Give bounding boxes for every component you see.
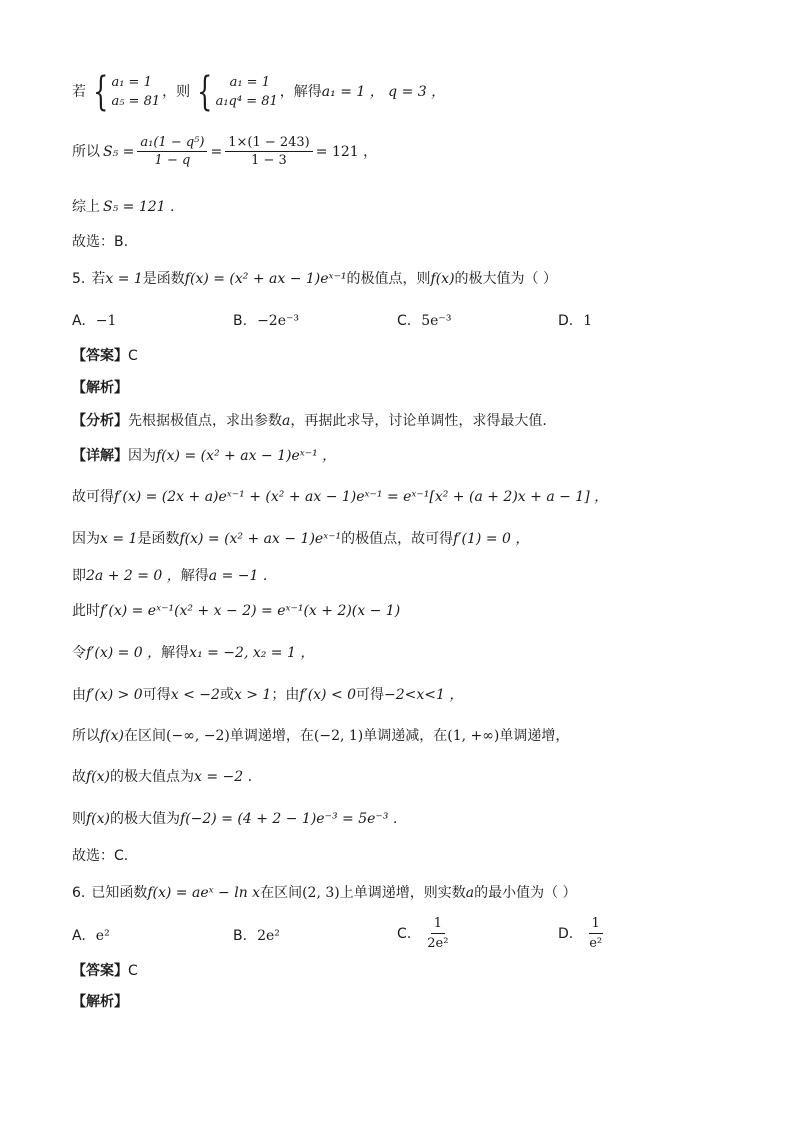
math-eq: = [210, 143, 223, 160]
math-rhs: = 121 ， [315, 143, 378, 160]
s6-p4: ；由 [271, 687, 300, 703]
s8-p2: 的极大值点为 [110, 769, 195, 785]
fraction-1-num: a₁(1 − q⁵) [137, 136, 207, 152]
q5-step-5 [72, 646, 314, 660]
s7-p3: 单调递增，在 [229, 728, 314, 744]
option-c-fraction [424, 916, 451, 951]
s1-p: 故可得 [72, 489, 114, 505]
system-1 [88, 69, 161, 115]
q6-p1: 已知函数 [91, 885, 148, 901]
q5-option-b [233, 313, 299, 329]
s2-m3: f′(1) = 0 ， [453, 531, 530, 547]
text-solve: ，解得 [279, 84, 322, 100]
option-d-fraction [586, 916, 605, 951]
system-2-top: a₁ = 1 [229, 75, 270, 90]
fenxi-p1: 先根据极值点，求出参数 [128, 413, 282, 429]
s6-p3: 或 [219, 687, 234, 703]
line-choice-b [72, 235, 128, 249]
line-sum-formula [72, 136, 377, 167]
brace-icon: { [93, 69, 109, 115]
q5-step-3 [72, 569, 267, 583]
s6-m3: x > 1 [233, 687, 272, 703]
answer-value: C [128, 963, 138, 979]
option-letter: B. [233, 313, 248, 329]
s8-p1: 故 [72, 769, 86, 785]
s3-p1: 即 [72, 568, 86, 584]
s6-p5: 可得 [356, 687, 385, 703]
q5-p4: 的极大值为（ ） [454, 271, 557, 287]
fraction-2-den: 1 − 3 [251, 153, 287, 168]
system-1-top: a₁ = 1 [111, 75, 152, 90]
s8-m2: x = −2 . [194, 769, 253, 785]
q6-option-c [397, 916, 454, 951]
detail-m1: f(x) = (x² + ax − 1)eˣ⁻¹ ， [156, 448, 337, 464]
q5-choice [72, 849, 128, 863]
answer-value: C [128, 348, 138, 364]
fraction-1 [137, 136, 207, 167]
fraction-num: 1 [589, 916, 603, 934]
system-2 [192, 69, 278, 115]
q5-step-1 [72, 490, 608, 504]
s9-m1: f(x) [86, 811, 111, 827]
s7-p2: 在区间 [124, 728, 167, 744]
q6-analysis-tag [72, 995, 128, 1009]
q5-step-8 [72, 770, 252, 784]
option-value: 1 [583, 313, 593, 329]
text-suoyi: 所以 [72, 143, 100, 160]
option-value: −1 [95, 313, 117, 329]
q5-m3: f(x) [430, 271, 455, 287]
fraction-den: 2e² [427, 936, 449, 951]
s7-p5: 单调递增， [499, 728, 570, 744]
option-letter: C. [397, 313, 412, 329]
q5-option-a [72, 313, 116, 329]
s6-m1: f′(x) > 0 [86, 687, 143, 703]
s7-p1: 所以 [72, 728, 100, 744]
s2-m2: f(x) = (x² + ax − 1)eˣ⁻¹ [179, 531, 342, 547]
q6-m1: f(x) = aeˣ − ln x [147, 885, 261, 901]
s5-m2: x₁ = −2, x₂ = 1 ， [189, 645, 315, 661]
q5-step-7 [72, 729, 569, 743]
s9-p1: 则 [72, 811, 86, 827]
fenxi-p2: ，再据此求导，讨论单调性，求得最大值. [290, 413, 547, 429]
option-letter: C. [397, 925, 412, 942]
q5-m2: f(x) = (x² + ax − 1)eˣ⁻¹ [184, 271, 347, 287]
q6-p2: 在区间 [260, 885, 303, 901]
fenxi-m1: a [282, 413, 291, 429]
q5-p3: 的极值点，则 [346, 271, 431, 287]
s2-p3: 的极值点，故可得 [341, 531, 454, 547]
brace-icon: { [197, 69, 213, 115]
s9-m2: f(−2) = (4 + 2 − 1)e⁻³ = 5e⁻³ . [180, 811, 398, 827]
option-value: −2e⁻³ [257, 313, 299, 329]
detail-p1: 因为 [128, 448, 156, 464]
s6-m4: f′(x) < 0 [299, 687, 357, 703]
s4-m: f′(x) = eˣ⁻¹(x² + x − 2) = eˣ⁻¹(x + 2)(x − 1) [100, 603, 401, 619]
fraction-2 [225, 136, 313, 167]
analysis-tag: 【解析】 [72, 994, 128, 1010]
q5-step-6 [72, 688, 463, 702]
s7-m2: (−∞, −2) [166, 728, 230, 744]
q6-p4: 的最小值为（ ） [474, 885, 577, 901]
option-value: 5e⁻³ [421, 313, 452, 329]
fenxi-tag: 【分析】 [72, 413, 128, 429]
option-letter: D. [558, 313, 574, 329]
s6-p1: 由 [72, 687, 86, 703]
q5-stem [72, 272, 557, 286]
q5-m1: x = 1 [105, 271, 143, 287]
s5-p1: 令 [72, 645, 86, 661]
s6-m5: −2<x<1 ， [384, 687, 464, 703]
answer-tag: 【答案】 [72, 348, 128, 364]
fraction-1-den: 1 − q [154, 153, 191, 168]
s5-m1: f′(x) = 0 ， [86, 645, 162, 661]
s5-p2: 解得 [161, 645, 190, 661]
q6-stem [72, 886, 577, 900]
line-conclusion [72, 200, 174, 214]
q6-option-a [72, 928, 110, 944]
option-letter: D. [558, 925, 574, 942]
s2-p2: 是函数 [137, 531, 180, 547]
q5-analysis-tag [72, 381, 128, 395]
q6-answer [72, 964, 138, 978]
system-1-rows [111, 73, 160, 111]
math-conclusion: S₅ = 121 . [103, 199, 175, 215]
q5-p2: 是函数 [142, 271, 185, 287]
fraction-den: e² [589, 936, 603, 951]
s7-m1: f(x) [100, 728, 125, 744]
text-choice-b: 故选：B. [72, 234, 129, 250]
choice-c: 故选：C. [72, 848, 129, 864]
text-then: ，则 [162, 84, 191, 100]
q5-p1: 若 [91, 271, 106, 287]
q6-m2: (2, 3) [302, 885, 340, 901]
system-2-rows [216, 73, 278, 111]
analysis-tag: 【解析】 [72, 380, 128, 396]
system-1-bottom: a₅ = 81 [111, 94, 161, 109]
s8-m1: f(x) [86, 769, 111, 785]
line-system [72, 69, 446, 115]
fraction-2-num: 1×(1 − 243) [225, 136, 313, 152]
q5-option-d [558, 313, 592, 329]
q5-answer [72, 349, 138, 363]
text-ruo: 若 [72, 84, 86, 100]
s7-m3: (−2, 1) [313, 728, 364, 744]
q5-fenxi [72, 414, 547, 428]
option-value: 2e² [257, 928, 280, 944]
option-value: e² [95, 928, 110, 944]
q6-m3: a [465, 885, 475, 901]
s2-p1: 因为 [72, 531, 100, 547]
q6-number: 6. [72, 885, 86, 901]
s3-m2: a = −1 . [208, 568, 268, 584]
option-letter: A. [72, 928, 86, 944]
text-zongshang: 综上 [72, 199, 100, 215]
s9-p2: 的极大值为 [110, 811, 181, 827]
s7-p4: 单调递减，在 [363, 728, 448, 744]
option-letter: A. [72, 313, 86, 329]
system-2-bottom: a₁q⁴ = 81 [215, 94, 278, 109]
s4-p: 此时 [72, 603, 100, 619]
s7-m4: (1, +∞) [447, 728, 500, 744]
detail-tag: 【详解】 [72, 448, 128, 464]
option-letter: B. [233, 928, 248, 944]
math-solve: a₁ = 1 ， q = 3 ， [321, 84, 446, 100]
q5-step-9 [72, 812, 397, 826]
q6-p3: 上单调递增，则实数 [339, 885, 466, 901]
q5-step-4 [72, 604, 400, 618]
q5-step-2 [72, 532, 529, 546]
s6-p2: 可得 [142, 687, 171, 703]
s2-m1: x = 1 [100, 531, 138, 547]
q5-number: 5. [72, 271, 86, 287]
q5-detail [72, 449, 336, 463]
q6-option-b [233, 928, 280, 944]
s6-m2: x < −2 [170, 687, 220, 703]
fraction-num: 1 [431, 916, 445, 934]
math-lhs: S₅ = [103, 143, 135, 160]
q6-option-d [558, 916, 608, 951]
s3-m1: 2a + 2 = 0 ， [86, 568, 181, 584]
q5-option-c [397, 313, 451, 329]
s1-m: f′(x) = (2x + a)eˣ⁻¹ + (x² + ax − 1)eˣ⁻¹ = eˣ⁻¹[x² + (a + 2)x + a − 1] ， [114, 489, 609, 505]
s3-p2: 解得 [180, 568, 209, 584]
answer-tag: 【答案】 [72, 963, 128, 979]
